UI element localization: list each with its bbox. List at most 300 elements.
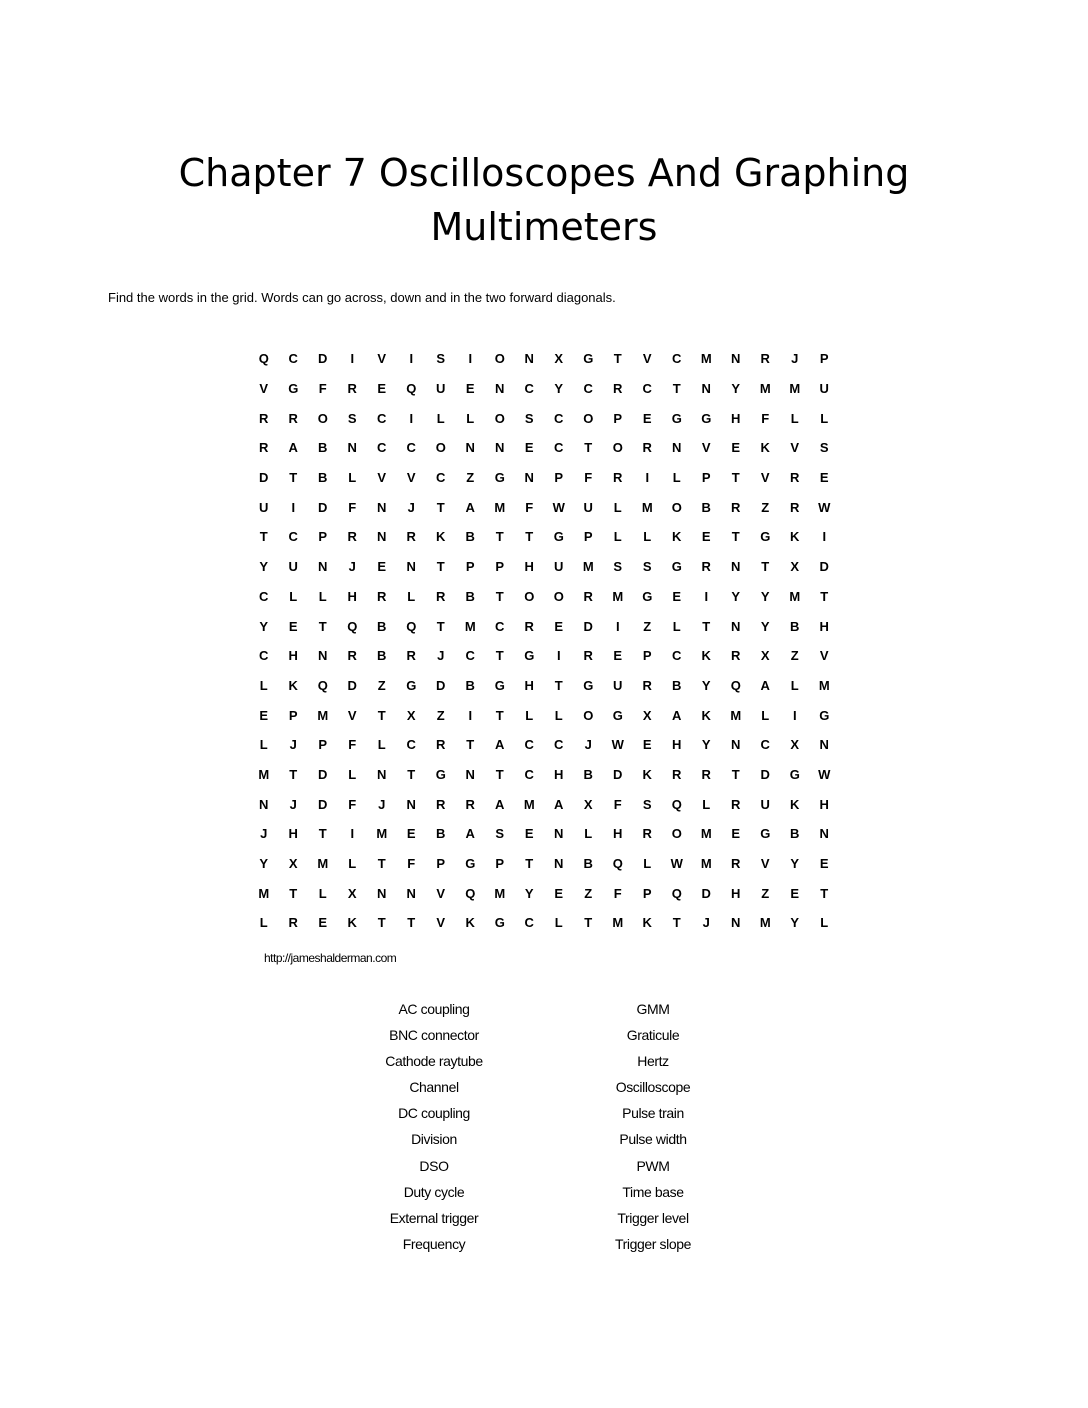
grid-letter: V [642,351,652,367]
grid-letter: O [612,440,623,456]
grid-letter: R [288,410,298,426]
grid-letter: C [465,648,475,664]
grid-row [249,463,839,493]
grid-letter: J [584,737,592,753]
grid-letter: T [820,588,829,604]
grid-letter: Y [701,737,711,753]
grid-letter: D [760,766,770,782]
grid-letter: Y [554,381,564,397]
grid-letter: L [289,588,298,604]
grid-letter: M [523,796,535,812]
grid-letter: U [760,796,770,812]
grid-letter: H [731,410,741,426]
grid-letter: Z [761,885,770,901]
grid-letter: O [435,440,446,456]
grid-letter: Z [761,499,770,515]
grid-letter: J [437,648,445,664]
grid-letter: U [436,381,446,397]
grid-letter: R [406,648,416,664]
grid-letter: K [465,915,475,931]
grid-letter: L [643,529,652,545]
grid-letter: L [259,677,268,693]
grid-letter: N [731,559,741,575]
grid-letter: E [465,381,475,397]
word-list-item: Oscilloscope [615,1079,691,1096]
grid-letter: C [583,381,593,397]
grid-letter: E [613,648,623,664]
grid-letter: R [406,529,416,545]
grid-letter: R [731,648,741,664]
grid-letter: H [554,766,564,782]
grid-letter: D [318,766,328,782]
grid-letter: U [819,381,829,397]
grid-letter: D [259,470,269,486]
grid-letter: M [759,381,771,397]
grid-letter: L [407,588,416,604]
page-title [0,146,1088,254]
grid-letter: I [468,351,473,367]
grid-letter: N [672,440,682,456]
grid-letter: Q [671,885,682,901]
grid-letter: R [790,470,800,486]
grid-letter: O [671,826,682,842]
grid-letter: M [582,559,594,575]
grid-letter: R [790,499,800,515]
grid-letter: X [288,856,298,872]
grid-row [249,492,839,522]
grid-letter: T [672,381,681,397]
grid-letter: Y [524,885,534,901]
word-list-item: Cathode raytube [385,1053,483,1070]
grid-letter: M [258,885,270,901]
grid-letter: I [822,529,827,545]
grid-letter: R [436,796,446,812]
grid-letter: E [524,826,534,842]
grid-letter: C [524,737,534,753]
grid-letter: M [700,856,712,872]
grid-letter: T [525,529,534,545]
grid-row [249,760,839,790]
grid-letter: L [613,499,622,515]
grid-letter: Y [790,856,800,872]
grid-letter: C [524,381,534,397]
grid-letter: I [792,707,797,723]
grid-letter: L [554,915,563,931]
grid-letter: L [436,410,445,426]
grid-letter: C [406,737,416,753]
grid-letter: T [377,856,386,872]
grid-letter: E [554,618,564,634]
grid-letter: G [553,529,564,545]
grid-letter: R [377,588,387,604]
grid-letter: S [642,796,652,812]
grid-letter: S [642,559,652,575]
grid-letter: G [465,856,476,872]
grid-letter: B [377,648,387,664]
grid-letter: V [406,470,416,486]
grid-row [249,789,839,819]
grid-letter: Y [731,588,741,604]
grid-letter: P [554,470,564,486]
grid-letter: M [759,915,771,931]
grid-letter: C [259,648,269,664]
grid-letter: G [583,351,594,367]
grid-letter: E [318,915,328,931]
grid-letter: T [407,915,416,931]
grid-letter: D [701,885,711,901]
grid-letter: H [731,885,741,901]
word-list-item: External trigger [389,1209,479,1226]
grid-letter: T [289,885,298,901]
grid-letter: B [318,470,328,486]
grid-letter: X [642,707,652,723]
grid-letter: N [731,915,741,931]
grid-letter: N [524,351,534,367]
grid-letter: K [760,440,770,456]
grid-letter: L [318,885,327,901]
grid-letter: R [524,618,534,634]
grid-letter: G [583,677,594,693]
grid-letter: O [317,410,328,426]
grid-letter: F [613,885,622,901]
grid-letter: G [642,588,653,604]
source-url: http://jameshalderman.com [264,951,397,965]
grid-letter: N [377,885,387,901]
grid-row [249,374,839,404]
grid-letter: R [613,381,623,397]
grid-letter: D [318,499,328,515]
grid-row [249,582,839,612]
grid-letter: T [584,440,593,456]
grid-letter: X [760,648,770,664]
grid-letter: T [613,351,622,367]
word-list-item: Trigger level [617,1209,689,1226]
grid-letter: C [288,351,298,367]
word-list-item: Pulse width [619,1131,687,1148]
grid-letter: B [672,677,682,693]
grid-letter: P [465,559,475,575]
grid-letter: R [436,588,446,604]
grid-letter: G [494,677,505,693]
grid-letter: B [790,618,800,634]
grid-letter: C [642,381,652,397]
grid-letter: N [495,381,505,397]
grid-letter: E [819,470,829,486]
grid-letter: M [700,351,712,367]
grid-letter: J [407,499,415,515]
grid-letter: E [259,707,269,723]
grid-letter: N [731,737,741,753]
grid-letter: F [348,796,357,812]
grid-letter: H [524,677,534,693]
word-list-item: Channel [409,1079,459,1096]
grid-letter: C [672,351,682,367]
grid-row [249,611,839,641]
grid-letter: M [376,826,388,842]
grid-row [249,403,839,433]
grid-letter: T [436,499,445,515]
grid-letter: Y [731,381,741,397]
grid-letter: Y [790,915,800,931]
grid-letter: Z [584,885,593,901]
grid-letter: D [819,559,829,575]
grid-letter: E [731,826,741,842]
grid-letter: Y [259,618,269,634]
grid-letter: K [642,915,652,931]
grid-letter: Q [671,796,682,812]
grid-letter: Q [406,618,417,634]
instructions: Find the words in the grid. Words can go across, down and in the two forward diagonals. [108,290,616,305]
grid-letter: G [671,559,682,575]
grid-letter: R [259,440,269,456]
grid-letter: I [615,618,620,634]
grid-letter: R [583,588,593,604]
grid-letter: N [259,796,269,812]
grid-letter: K [790,529,800,545]
grid-letter: K [790,796,800,812]
grid-letter: M [464,618,476,634]
grid-letter: U [613,677,623,693]
grid-letter: E [554,885,564,901]
grid-letter: V [377,470,387,486]
word-list-item: Frequency [402,1235,466,1252]
grid-letter: E [731,440,741,456]
grid-letter: T [289,766,298,782]
word-list-item: Graticule [626,1027,680,1044]
grid-letter: G [494,915,505,931]
grid-letter: L [525,707,534,723]
grid-letter: D [318,351,328,367]
grid-letter: M [641,499,653,515]
grid-letter: T [584,915,593,931]
grid-row [249,819,839,849]
grid-letter: T [702,618,711,634]
grid-letter: N [465,766,475,782]
grid-letter: M [494,885,506,901]
grid-letter: J [348,559,356,575]
grid-letter: E [377,381,387,397]
grid-row [249,671,839,701]
word-list-item: Trigger slope [615,1235,691,1252]
grid-letter: N [495,440,505,456]
grid-letter: F [761,410,770,426]
grid-letter: L [643,856,652,872]
grid-letter: T [731,529,740,545]
grid-letter: M [818,677,830,693]
grid-letter: R [436,737,446,753]
grid-letter: Y [701,677,711,693]
grid-letter: P [613,410,623,426]
grid-letter: N [701,381,711,397]
grid-letter: X [347,885,357,901]
grid-letter: F [318,381,327,397]
grid-letter: R [731,796,741,812]
grid-letter: C [554,440,564,456]
grid-letter: G [701,410,712,426]
grid-letter: M [730,707,742,723]
grid-letter: I [409,410,414,426]
grid-letter: L [377,737,386,753]
grid-letter: L [613,529,622,545]
grid-letter: C [495,618,505,634]
grid-letter: R [347,381,357,397]
grid-letter: R [760,351,770,367]
grid-letter: G [819,707,830,723]
grid-letter: T [377,915,386,931]
grid-letter: I [350,826,355,842]
grid-letter: N [406,559,416,575]
grid-letter: H [613,826,623,842]
title-line-2: Multimeters [430,205,658,249]
grid-letter: C [760,737,770,753]
grid-letter: T [554,677,563,693]
grid-letter: C [524,766,534,782]
word-search-grid [249,344,839,938]
grid-letter: R [731,856,741,872]
grid-row [249,849,839,879]
grid-letter: P [495,856,505,872]
grid-letter: M [789,381,801,397]
grid-letter: X [790,737,800,753]
grid-letter: P [318,737,328,753]
grid-letter: T [495,648,504,664]
grid-letter: E [406,826,416,842]
grid-letter: V [760,856,770,872]
grid-letter: R [731,499,741,515]
grid-letter: A [288,440,298,456]
grid-letter: B [701,499,711,515]
word-list-item: BNC connector [389,1027,479,1044]
grid-row [249,730,839,760]
grid-letter: T [436,618,445,634]
grid-letter: L [672,470,681,486]
grid-letter: W [611,737,624,753]
grid-letter: S [613,559,623,575]
grid-letter: B [436,826,446,842]
grid-letter: L [554,707,563,723]
grid-letter: U [583,499,593,515]
grid-letter: E [672,588,682,604]
grid-letter: K [701,648,711,664]
grid-letter: M [258,766,270,782]
grid-letter: E [819,856,829,872]
grid-letter: V [347,707,357,723]
grid-letter: H [288,648,298,664]
grid-letter: L [259,915,268,931]
grid-letter: M [494,499,506,515]
grid-letter: L [672,618,681,634]
word-list-item: DC coupling [398,1105,470,1122]
grid-letter: V [436,885,446,901]
grid-letter: K [436,529,446,545]
grid-letter: S [495,826,505,842]
grid-letter: N [377,766,387,782]
grid-letter: J [289,796,297,812]
grid-letter: M [700,826,712,842]
grid-row [249,878,839,908]
grid-letter: P [642,885,652,901]
grid-letter: T [672,915,681,931]
grid-letter: G [288,381,299,397]
grid-letter: N [554,826,564,842]
grid-letter: X [790,559,800,575]
grid-letter: L [348,766,357,782]
grid-letter: Q [258,351,269,367]
grid-letter: H [524,559,534,575]
grid-letter: P [288,707,298,723]
grid-letter: G [524,648,535,664]
grid-letter: G [789,766,800,782]
grid-letter: P [642,648,652,664]
grid-row [249,344,839,374]
title-line-1: Chapter 7 Oscilloscopes And Graphing [178,151,910,195]
grid-letter: H [819,618,829,634]
grid-letter: T [495,529,504,545]
grid-letter: D [436,677,446,693]
grid-letter: R [288,915,298,931]
grid-letter: I [645,470,650,486]
grid-letter: C [259,588,269,604]
grid-letter: L [348,470,357,486]
grid-letter: S [436,351,446,367]
grid-letter: L [820,410,829,426]
grid-letter: N [406,885,416,901]
grid-letter: N [819,826,829,842]
grid-letter: I [350,351,355,367]
grid-letter: Y [259,559,269,575]
grid-letter: A [672,707,682,723]
word-list-item: Time base [622,1183,684,1200]
grid-letter: P [701,470,711,486]
grid-letter: Y [259,856,269,872]
grid-letter: T [289,470,298,486]
grid-letter: V [790,440,800,456]
grid-letter: L [259,737,268,753]
grid-letter: F [407,856,416,872]
grid-letter: L [790,677,799,693]
grid-letter: K [347,915,357,931]
grid-letter: N [377,529,387,545]
grid-letter: W [818,766,831,782]
grid-letter: X [406,707,416,723]
grid-letter: B [583,856,593,872]
grid-letter: R [642,677,652,693]
grid-row [249,700,839,730]
grid-letter: B [465,588,475,604]
grid-letter: K [701,707,711,723]
grid-letter: E [642,737,652,753]
grid-letter: O [671,499,682,515]
grid-letter: E [524,440,534,456]
grid-letter: H [288,826,298,842]
grid-letter: Q [347,618,358,634]
grid-letter: W [552,499,565,515]
grid-letter: R [701,559,711,575]
word-list-item: Duty cycle [403,1183,465,1200]
grid-letter: A [554,796,564,812]
grid-row [249,433,839,463]
grid-letter: V [377,351,387,367]
grid-letter: C [377,440,387,456]
grid-letter: P [436,856,446,872]
grid-letter: L [318,588,327,604]
grid-letter: S [524,410,534,426]
grid-letter: H [672,737,682,753]
grid-letter: C [672,648,682,664]
grid-letter: U [554,559,564,575]
grid-letter: D [583,618,593,634]
grid-letter: T [466,737,475,753]
